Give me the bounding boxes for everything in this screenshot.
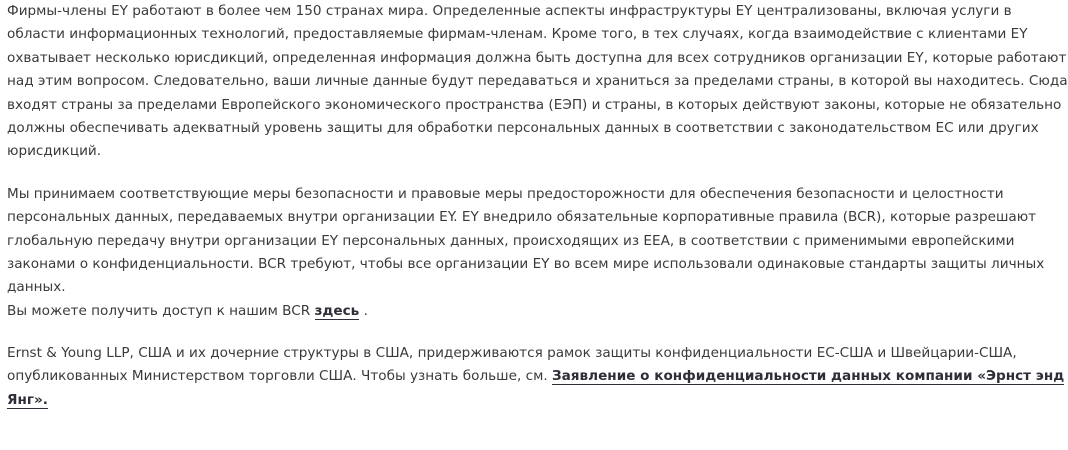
privacy-statement-link[interactable]: Заявление о конфиденциальности данных компании «Эрнст энд [551,368,1065,385]
privacy-statement-line [7,365,1065,388]
bcr-access-line [7,300,1007,323]
text-line: Фирмы-члены EY работают в более чем 150 странах мира. Определенные аспекты инфраструктуры EY централизованы, включая услуги в [7,3,1012,19]
text-line: глобальную передачу внутри организации EY персональных данных, происходящих из EEA, в соответствии с применимыми европейскими [7,232,1015,249]
bcr-here-link[interactable]: здесь [314,302,360,319]
paragraph-spacer [7,323,1007,342]
text-line: области информационных технологий, предоставляемые фирмам-членам. Кроме того, в тех случаях, когда взаимодействие с клиентами EY [7,26,1028,43]
privacy-text-block [7,0,1068,412]
text-line: Ernst & Young LLP, США и их дочерние структуры в США, придерживаются рамок защиты конфиденциальности ЕС-США и Швейцарии-США, [7,345,1017,362]
paragraph-security-measures [7,183,1045,323]
text-line: персональных данных, передаваемых внутри организации EY. EY внедрило обязательные корпоративные правила (BCR), которые разрешают [7,209,1037,226]
text-line: входят страны за пределами Европейского экономического пространства (ЕЭП) и страны, в которых действуют законы, которые не обязательно [7,96,1062,113]
text-line: юрисдикций. [7,143,102,160]
text-line: данных. [7,279,66,296]
privacy-statement-link-continuation[interactable]: Янг». [7,391,48,408]
text-line: охватывает несколько юрисдикций, определенная информация должна быть доступна для всех сотрудников организации EY, которые работают [7,49,1067,66]
privacy-statement-prefix: опубликованных Министерством торговли США. Чтобы узнать больше, см. [7,368,552,385]
paragraph-data-transfer [7,0,1068,164]
bcr-access-prefix: Вы можете получить доступ к нашим BCR [7,302,315,319]
privacy-statement-link-continuation-line [7,389,1007,412]
text-line: должны обеспечивать адекватный уровень защиты для обработки персональных данных в соответствии с законодательством ЕС или других [7,119,1039,136]
text-line: законами о конфиденциальности. BCR требуют, чтобы все организации EY во всем мире использовали одинаковые стандарты защиты личных [7,255,1045,272]
bcr-access-suffix: . [359,302,368,319]
paragraph-privacy-shield [7,342,1065,412]
text-line: Мы принимаем соответствующие меры безопасности и правовые меры предосторожности для обеспечения безопасности и целостности [7,185,1004,202]
text-line: над этим вопросом. Следовательно, ваши личные данные будут передаваться и храниться за пределами страны, в которой вы находитесь. Сюда [7,73,1068,90]
paragraph-spacer [7,164,1007,183]
